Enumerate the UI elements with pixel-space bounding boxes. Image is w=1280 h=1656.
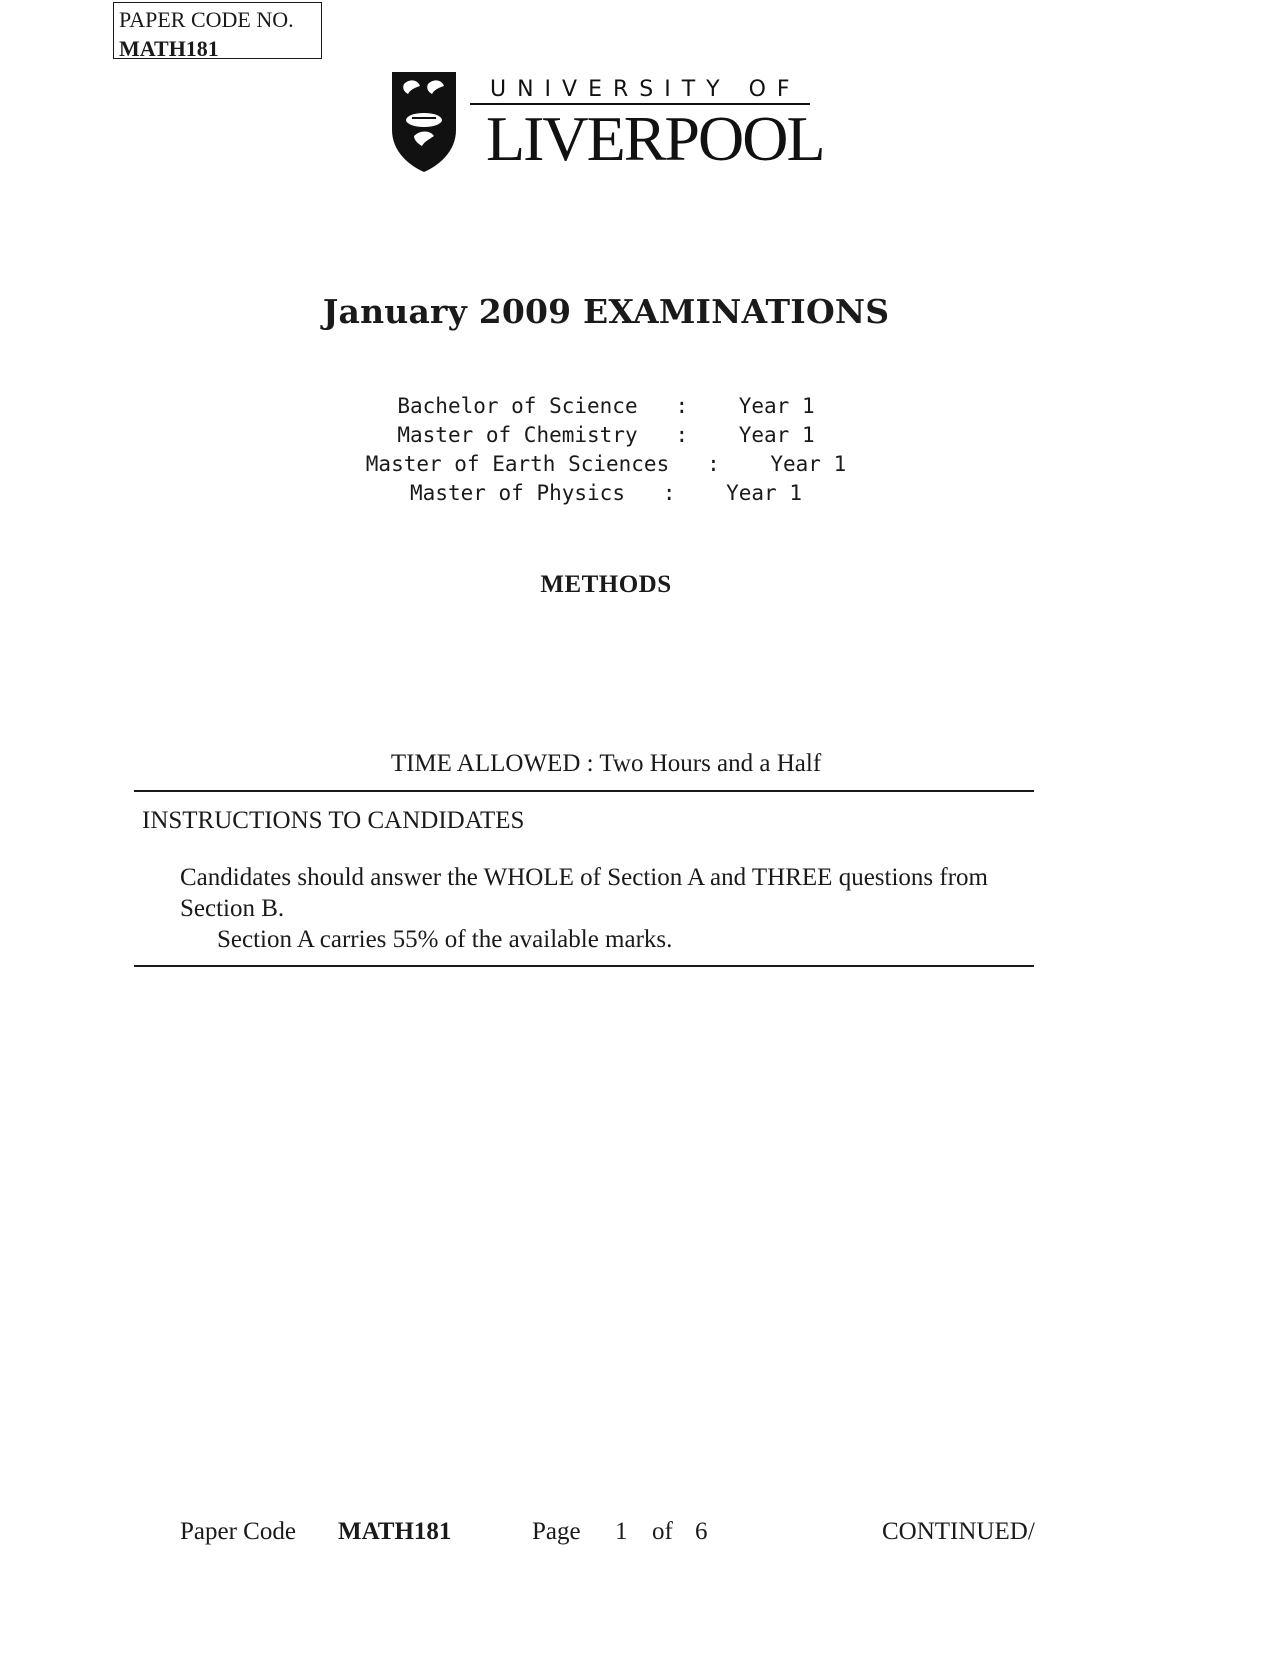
degree-line: Master of Earth Sciences : Year 1: [365, 452, 847, 476]
degree-line: Master of Chemistry : Year 1: [397, 423, 815, 447]
degree-line: Bachelor of Science : Year 1: [397, 394, 815, 418]
subject-title: METHODS: [540, 571, 672, 598]
instructions-body: [180, 862, 1040, 955]
crest-icon: [392, 72, 456, 172]
instruction-line: Candidates should answer the WHOLE of Section A and THREE questions from: [180, 864, 988, 891]
footer-page-number: 1: [615, 1518, 628, 1545]
instruction-line: Section B.: [180, 895, 285, 922]
instructions-heading: INSTRUCTIONS TO CANDIDATES: [142, 807, 525, 834]
paper-code: MATH181: [119, 36, 219, 61]
paper-code-box: [113, 2, 322, 59]
footer-continued: CONTINUED/: [882, 1518, 1035, 1545]
divider-top: [134, 790, 1034, 792]
footer-paper-code-label: Paper Code: [180, 1518, 296, 1545]
university-logo: [390, 70, 840, 175]
divider-bottom: [134, 965, 1034, 967]
exam-title: January 2009 EXAMINATIONS: [322, 292, 890, 331]
time-allowed: TIME ALLOWED : Two Hours and a Half: [390, 750, 822, 777]
footer-page-total: 6: [695, 1518, 708, 1545]
footer-page-label: Page: [532, 1518, 581, 1545]
degree-line: Master of Physics : Year 1: [410, 481, 802, 505]
instruction-line: Section A carries 55% of the available marks.: [217, 926, 673, 953]
paper-code-label: PAPER CODE NO.: [119, 7, 294, 32]
logo-university-of: UNIVERSITY OF: [490, 77, 801, 102]
footer-of-label: of: [652, 1518, 673, 1545]
logo-liverpool: LIVERPOOL: [486, 103, 824, 174]
footer-paper-code: MATH181: [338, 1518, 452, 1545]
